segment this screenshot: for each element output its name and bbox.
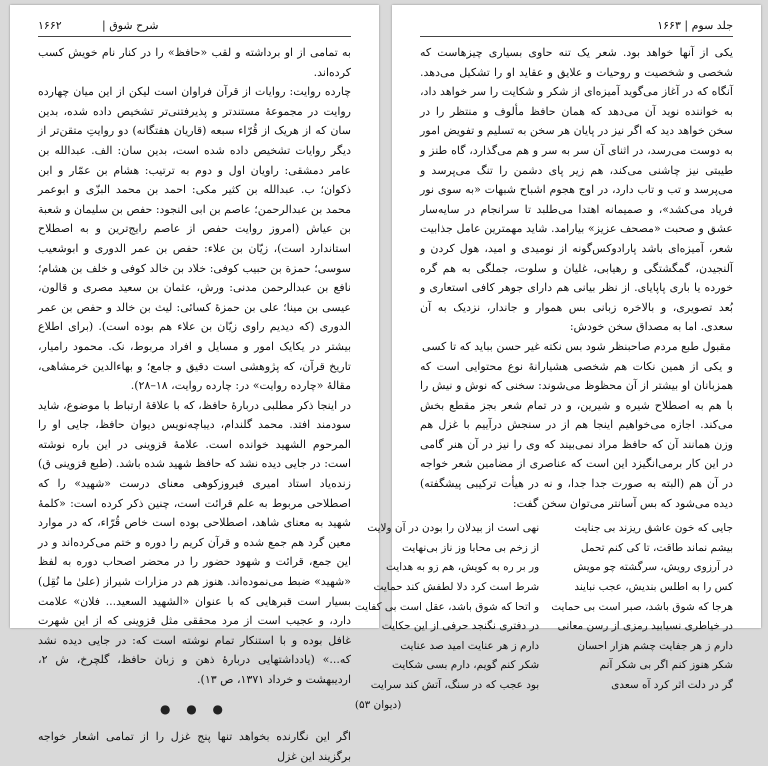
left-page-header: [38, 18, 351, 37]
poem-hemistich: از زخم بی محابا وز ناز بی‌نهایت: [402, 541, 540, 554]
left-paragraph-3: در اینجا ذکر مطلبی دربارهٔ حافظ، که با علاقهٔ ارتباط با موضوع، شاید سودمند افتد. محمد گلندام، دیباچه‌نویس دیوان حافظ، جایی او را المرحوم الشهید خوانده است. علامهٔ قزوینی در این باره نوشته است: در جایی دیده نشد که حافظ شهید شده باشد. (طبع قزوینی ق) زنده‌یاد استاد امیری فیروزکوهی معنای درست «شهید» را که اصطلاحی مربوط به علم قرائت است، چنین ذکر کرده است: «کلمهٔ شهید به معنای شاهد، اصطلاحی بوده است خاص قُرّاء، که در موارد معین گرد هم جمع شده و قرآن کریم را دوره و ختم می‌کرده‌اند و در این جمع، قرائت و شهود حضور را در محضر اصحاب دوره به لفظ «شهید» ضبط می‌نموده‌اند. هنوز هم در مزارات شیراز (علیٰ ما نُقِل) بسیار است قبرهایی که با عنوان «الشهید السعید... فلان» علامت دارد، و عجیب است از مرد محققی مثل قزوینی که از این شهرت غافل بوده و با استنکار تمام نوشته است که: در جایی دیده نشد که...» (یادداشتهایی دربارهٔ ذهن و زبان حافظ، گلچرخ، ش ۲، اردیبهشت و خرداد ۱۳۷۱، ص ۱۳).: [38, 398, 351, 686]
poem-right-column: [551, 519, 733, 715]
right-paragraph-1: یکی از آنها خواهد بود. شعر یک تنه حاوی بسیاری چیزهاست که شخصی و شخصیت و روحیات و علایق و عقاید او را تشکیل می‌دهد. آنگاه که در آغاز می‌گوید آمیزه‌ای از شکر و شکایت را سر خواهد داد، به خواننده نوید آن می‌دهد که همان حافظ مألوف و منتظر را در سخن خواهد دید که اگر نیز در پایان هر سخن به تسلیم و تفویض امور به دوست می‌رسد، در اثنای آن سر به سر و هم می‌گذارد، گاه طنز و طیبتی نیز چاشنی می‌کند، هم زیر پای دشمن را تنگ می‌پرسد و می‌پرسد و تب و تاب دارد، در اوج هجوم اشباح شبهات «به سوی نور فریاد می‌کشد»، و صمیمانه اهتدا می‌طلبد تا سرانجام در سایه‌سار عشق و صحبت «مصحف عزیز» بیارامد. شاید مهمترین عامل جذابیت شعر، آمیزه‌ای باشد پارادوکس‌گونه از نومیدی و امید، هول کردن و آلنجیدن، گمگشتگی و رهیابی، غلیان و سلوت، جملگی به هم گره خورده یا باری پاپایای. از نظر بیانی هم دارای جوهر کافی استعاری و بُعد تصویری، و بالاخره زبانی بس هموار و جاندار، نزدیک به آن سعدی. اما به مصداق سخن خودش:: [420, 46, 733, 334]
poem-hemistich: شکر هنوز کنم اگر بی شکر آنم: [599, 659, 733, 672]
poem-hemistich: نهی است از بیدلان را بودن در آن ولایت: [367, 522, 540, 535]
left-page-body: [38, 43, 351, 766]
right-page-body: [354, 43, 733, 715]
poem-hemistich: و اتحا که شوق باشد، عقل است بی کفایت: [354, 600, 540, 613]
poem-hemistich: در دفتری نگنجد حرفی از این حکایت: [381, 620, 540, 633]
poem-hemistich: دارم ز هر جفایت چشم هزار احسان: [577, 639, 733, 652]
section-ornament: ● ● ●: [159, 701, 230, 716]
right-page: [354, 5, 761, 711]
poem-source: (دیوان ۵۳): [354, 698, 402, 711]
sadi-ghazal: [354, 519, 733, 715]
left-running-title: | شرح شوق: [102, 19, 159, 32]
poem-hemistich: هرجا که شوق باشد، صبر است بی حمایت: [551, 600, 733, 613]
poem-hemistich: شکر کنم گویم، دارم بسی شکایت: [392, 659, 540, 672]
left-paragraph-2: چارده روایت: روایات از قرآن فراوان است لیکن از این میان چهارده روایت در مجموعهٔ مستندتر و پذیرفتنی‌تر تشخیص داده شده، بدین سان که از هریک از قُرّاء سبعه (قاریان هفتگانه) دو روایتِ متقن‌تر از دیگر روایات تشخیص داده شده است، بدین سان: الف. عبدالله بن عامر دمشقی: راویان اول و دوم به ترتیب: هشام بن عمّار و ابن ذکوان؛ ب. عبدالله بن کثیر مکی: احمد بن محمد البزّی و ابوعمر محمد بن عبدالرحمن؛ عاصم بن ابی النجود: حفص بن سلیمان و شعبة بن عیاش (امروز روایت حفص از عاصم رایج‌ترین و به اصطلاح استاندارد است)، زیّان بن علاء: حفص بن عمر الدوری و ابوشعیب سوسی؛ حمزة بن حبیب کوفی: خلاد بن خالد کوفی و خلف بن هشام؛ نافع بن عبدالرحمن مدنی: ورش، عثمان بن سعید مصری و قالون، عیسی بن مینا؛ علی بن حمزهٔ کسائی: لیث بن خالد و حفص بن عمر الدوری (که دیدیم راوی زیّان بن علاء هم بوده است). (برای اطلاع بیشتر در یکایک امور و مسایل و افراد مربوط، نک. محمود رامیار، تاریخ قرآن، که پژوهشی است دقیق و جامع؛ و بهاءالدین خرمشاهی، مقالهٔ «چارده روایت» در: چارده روایت، ۱۸–۲۸).: [38, 85, 351, 393]
poem-hemistich: شرط است کرد دلا لطفش کند حمایت: [373, 581, 540, 594]
right-page-number: جلد سوم | ۱۶۶۳: [657, 19, 733, 32]
poem-hemistich: جایی که خون عاشق ریزند بی جنایت: [574, 522, 733, 535]
left-closing-text: اگر این نگارنده بخواهد تنها پنج غزل را از تمامی اشعار خواجه برگزیند این غزل: [38, 730, 351, 763]
poem-hemistich: در آرزوی رویش، سرگشته چو مویش: [573, 561, 733, 574]
poem-hemistich: در خیاطری نسیابید رمزی از رسن معانی: [557, 620, 733, 633]
poem-hemistich: بیشم نماند طاقت، تا کی کنم تحمل: [580, 541, 733, 554]
quoted-verse: مقبول طبع مردم صاحبنظر شود بس نکته غیر حسن بباید که تا کسی: [422, 339, 731, 353]
right-page-header: [420, 18, 733, 37]
poem-hemistich: کس را به اطلس بندیش، عجب نبایند: [574, 581, 733, 594]
left-paragraph-1: به تمامی از او برداشته و لقب «حافظ» را در کنار نام خویش کسب کرده‌اند.: [38, 46, 351, 79]
poem-hemistich: دارم ز هر عنایت امید صد عنایت: [400, 639, 540, 652]
poem-left-column: [355, 519, 539, 715]
poem-hemistich: گر در دلت اثر کرد آه سعدی: [611, 679, 733, 691]
right-paragraph-2: و یکی از همین نکات هم شخصی هشیارانهٔ نوع محتوایی است که همزبانان او بیشتر از آن محظوظ می‌شوند: سخنی که نوش و نیش را با هم به اصطلاح شیره و شیرین، و در تمام شعر بجز مقطع بخش می‌کند. اجازه می‌خواهیم اینجا هم از در سنجش درآییم با غزل هم وزن همانند آن که حافظ مراد نمی‌بیند که وی را نیز در آن هنر گامی در این کار برمی‌انگیزد این است که عناصری از مضامین شعر خواجه در آن هم (البته به صورت جدا جدا، و نه در هیأت ترکیبی پیشگفته) دیده می‌شود که بس آسانتر می‌توان سخن گفت:: [420, 359, 733, 510]
poem-hemistich: ور بر ره به کویش، هم زو به هدایت: [385, 561, 540, 574]
left-page-number: ۱۶۶۲: [38, 19, 62, 32]
poem-hemistich: بود عجب که در سنگ، آتش کند سرایت: [370, 679, 540, 691]
